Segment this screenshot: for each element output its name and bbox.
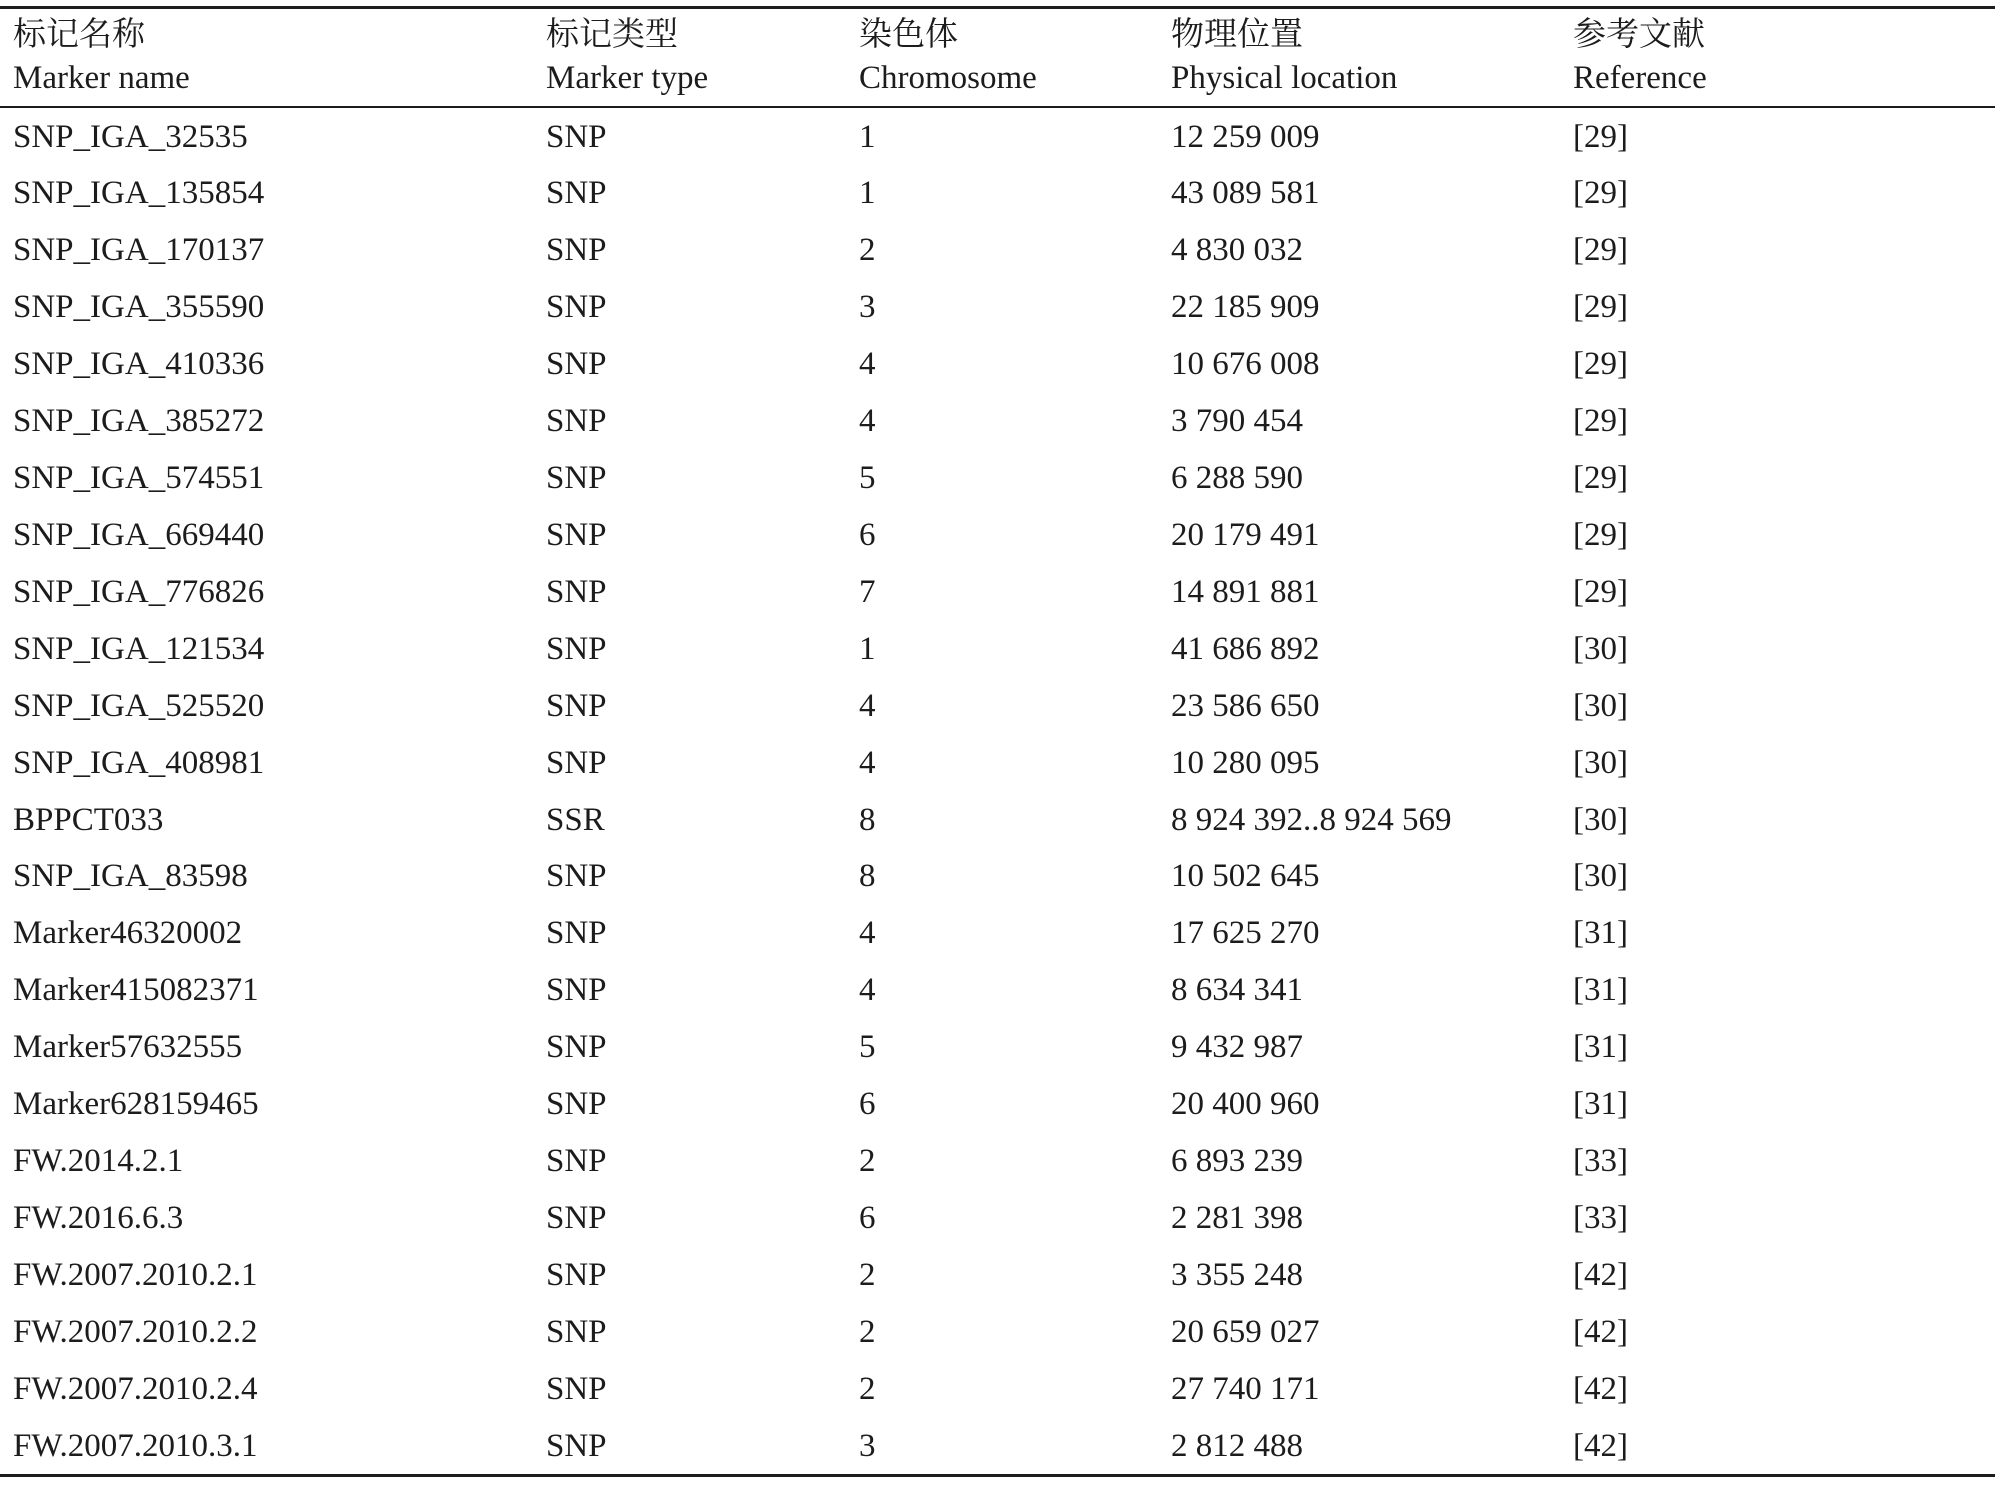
physical-location-cell: 9 432 987: [1171, 1029, 1303, 1066]
reference-cell: [29]: [1573, 175, 1628, 212]
chromosome-cell: 2: [859, 1313, 876, 1350]
marker-name-cell: Marker46320002: [13, 915, 243, 952]
table-top-rule: [0, 6, 1995, 9]
reference-cell: [31]: [1573, 1086, 1628, 1123]
chromosome-cell: 4: [859, 744, 876, 781]
header-label-zh: 标记类型: [546, 17, 678, 53]
physical-location-cell: 3 790 454: [1171, 403, 1303, 440]
chromosome-cell: 4: [859, 687, 876, 724]
table-body: [13, 109, 1995, 1475]
marker-type-cell: SSR: [546, 801, 605, 838]
physical-location-cell: 8 634 341: [1171, 972, 1303, 1009]
header-label-zh: 标记名称: [13, 17, 145, 53]
table-row: [13, 1247, 1995, 1304]
header-label-en: Marker name: [13, 60, 190, 97]
chromosome-cell: 3: [859, 1427, 876, 1464]
table-row: [13, 564, 1995, 621]
table-row: [13, 735, 1995, 792]
physical-location-cell: 23 586 650: [1171, 687, 1320, 724]
physical-location-cell: 17 625 270: [1171, 915, 1320, 952]
marker-name-cell: FW.2007.2010.2.2: [13, 1313, 258, 1350]
table-row: [13, 165, 1995, 222]
marker-type-cell: SNP: [546, 573, 607, 610]
chromosome-cell: 4: [859, 346, 876, 383]
chromosome-cell: 4: [859, 972, 876, 1009]
reference-cell: [30]: [1573, 687, 1628, 724]
table-row: [13, 905, 1995, 962]
marker-name-cell: SNP_IGA_83598: [13, 858, 248, 895]
header-label-zh: 染色体: [859, 17, 958, 53]
header-label-en: Reference: [1573, 60, 1707, 97]
chromosome-cell: 1: [859, 175, 876, 212]
marker-type-cell: SNP: [546, 1200, 607, 1237]
marker-name-cell: FW.2014.2.1: [13, 1143, 184, 1180]
marker-type-cell: SNP: [546, 1086, 607, 1123]
physical-location-cell: 20 179 491: [1171, 516, 1320, 553]
table-row: [13, 848, 1995, 905]
reference-cell: [29]: [1573, 289, 1628, 326]
marker-name-cell: SNP_IGA_408981: [13, 744, 265, 781]
reference-cell: [33]: [1573, 1200, 1628, 1237]
chromosome-cell: 8: [859, 801, 876, 838]
physical-location-cell: 14 891 881: [1171, 573, 1320, 610]
reference-cell: [29]: [1573, 516, 1628, 553]
marker-type-cell: SNP: [546, 1370, 607, 1407]
physical-location-cell: 10 280 095: [1171, 744, 1320, 781]
chromosome-cell: 6: [859, 1200, 876, 1237]
marker-type-cell: SNP: [546, 118, 607, 155]
chromosome-cell: 6: [859, 516, 876, 553]
chromosome-cell: 1: [859, 118, 876, 155]
marker-type-cell: SNP: [546, 687, 607, 724]
physical-location-cell: 6 288 590: [1171, 460, 1303, 497]
table-row: [13, 109, 1995, 166]
marker-type-cell: SNP: [546, 289, 607, 326]
physical-location-cell: 20 400 960: [1171, 1086, 1320, 1123]
chromosome-cell: 5: [859, 460, 876, 497]
chromosome-cell: 6: [859, 1086, 876, 1123]
chromosome-cell: 1: [859, 630, 876, 667]
marker-name-cell: SNP_IGA_525520: [13, 687, 265, 724]
chromosome-cell: 2: [859, 1370, 876, 1407]
marker-type-cell: SNP: [546, 1029, 607, 1066]
physical-location-cell: 3 355 248: [1171, 1256, 1303, 1293]
marker-name-cell: Marker57632555: [13, 1029, 243, 1066]
table-row: [13, 450, 1995, 507]
table-row: [13, 1133, 1995, 1190]
chromosome-cell: 2: [859, 232, 876, 269]
chromosome-cell: 8: [859, 858, 876, 895]
marker-type-cell: SNP: [546, 232, 607, 269]
chromosome-cell: 2: [859, 1143, 876, 1180]
marker-name-cell: FW.2007.2010.3.1: [13, 1427, 258, 1464]
marker-name-cell: SNP_IGA_385272: [13, 403, 265, 440]
table-header-rule: [0, 106, 1995, 108]
marker-name-cell: SNP_IGA_32535: [13, 118, 248, 155]
marker-name-cell: SNP_IGA_410336: [13, 346, 265, 383]
physical-location-cell: 2 812 488: [1171, 1427, 1303, 1464]
marker-name-cell: SNP_IGA_121534: [13, 630, 265, 667]
physical-location-cell: 10 676 008: [1171, 346, 1320, 383]
table-row: [13, 962, 1995, 1019]
reference-cell: [42]: [1573, 1427, 1628, 1464]
physical-location-cell: 22 185 909: [1171, 289, 1320, 326]
table-bottom-rule: [0, 1474, 1995, 1477]
physical-location-cell: 4 830 032: [1171, 232, 1303, 269]
table-row: [13, 336, 1995, 393]
marker-type-cell: SNP: [546, 1427, 607, 1464]
table-row: [13, 1304, 1995, 1361]
table-row: [13, 507, 1995, 564]
reference-cell: [42]: [1573, 1370, 1628, 1407]
reference-cell: [33]: [1573, 1143, 1628, 1180]
marker-type-cell: SNP: [546, 346, 607, 383]
marker-type-cell: SNP: [546, 972, 607, 1009]
reference-cell: [30]: [1573, 858, 1628, 895]
chromosome-cell: 2: [859, 1256, 876, 1293]
marker-name-cell: FW.2007.2010.2.4: [13, 1370, 258, 1407]
marker-name-cell: SNP_IGA_669440: [13, 516, 265, 553]
marker-name-cell: Marker415082371: [13, 972, 259, 1009]
reference-cell: [31]: [1573, 915, 1628, 952]
marker-name-cell: SNP_IGA_574551: [13, 460, 265, 497]
marker-name-cell: SNP_IGA_170137: [13, 232, 265, 269]
physical-location-cell: 10 502 645: [1171, 858, 1320, 895]
marker-name-cell: Marker628159465: [13, 1086, 259, 1123]
marker-name-cell: BPPCT033: [13, 801, 164, 838]
table-row: [13, 1076, 1995, 1133]
physical-location-cell: 43 089 581: [1171, 175, 1320, 212]
reference-cell: [29]: [1573, 460, 1628, 497]
marker-type-cell: SNP: [546, 403, 607, 440]
marker-type-cell: SNP: [546, 1256, 607, 1293]
column-header-marker-name: [13, 14, 546, 101]
physical-location-cell: 20 659 027: [1171, 1313, 1320, 1350]
physical-location-cell: 41 686 892: [1171, 630, 1320, 667]
table-row: [13, 1418, 1995, 1475]
table-row: [13, 792, 1995, 849]
reference-cell: [29]: [1573, 403, 1628, 440]
column-header-chromosome: [859, 14, 1171, 101]
physical-location-cell: 6 893 239: [1171, 1143, 1303, 1180]
reference-cell: [30]: [1573, 630, 1628, 667]
marker-type-cell: SNP: [546, 744, 607, 781]
marker-type-cell: SNP: [546, 460, 607, 497]
marker-name-cell: SNP_IGA_135854: [13, 175, 265, 212]
table-row: [13, 1190, 1995, 1247]
marker-type-cell: SNP: [546, 516, 607, 553]
header-label-en: Chromosome: [859, 60, 1037, 97]
physical-location-cell: 12 259 009: [1171, 118, 1320, 155]
header-label-zh: 参考文献: [1573, 17, 1705, 53]
header-label-en: Marker type: [546, 60, 709, 97]
reference-cell: [31]: [1573, 972, 1628, 1009]
physical-location-cell: 8 924 392..8 924 569: [1171, 801, 1452, 838]
marker-type-cell: SNP: [546, 858, 607, 895]
reference-cell: [42]: [1573, 1313, 1628, 1350]
reference-cell: [31]: [1573, 1029, 1628, 1066]
table-row: [13, 222, 1995, 279]
table-row: [13, 1019, 1995, 1076]
marker-type-cell: SNP: [546, 175, 607, 212]
table-row: [13, 678, 1995, 735]
marker-type-cell: SNP: [546, 1313, 607, 1350]
reference-cell: [30]: [1573, 744, 1628, 781]
reference-cell: [30]: [1573, 801, 1628, 838]
physical-location-cell: 2 281 398: [1171, 1200, 1303, 1237]
marker-name-cell: FW.2016.6.3: [13, 1200, 184, 1237]
marker-type-cell: SNP: [546, 1143, 607, 1180]
table-row: [13, 279, 1995, 336]
table-row: [13, 1361, 1995, 1418]
reference-cell: [29]: [1573, 232, 1628, 269]
reference-cell: [42]: [1573, 1256, 1628, 1293]
column-header-physical-location: [1171, 14, 1573, 101]
table-row: [13, 393, 1995, 450]
chromosome-cell: 7: [859, 573, 876, 610]
column-header-reference: [1573, 14, 1995, 101]
table-row: [13, 621, 1995, 678]
chromosome-cell: 5: [859, 1029, 876, 1066]
marker-name-cell: FW.2007.2010.2.1: [13, 1256, 258, 1293]
reference-cell: [29]: [1573, 118, 1628, 155]
marker-type-cell: SNP: [546, 915, 607, 952]
header-label-en: Physical location: [1171, 60, 1398, 97]
table-header: [13, 14, 1995, 101]
chromosome-cell: 3: [859, 289, 876, 326]
reference-cell: [29]: [1573, 346, 1628, 383]
column-header-marker-type: [546, 14, 859, 101]
chromosome-cell: 4: [859, 915, 876, 952]
marker-type-cell: SNP: [546, 630, 607, 667]
physical-location-cell: 27 740 171: [1171, 1370, 1320, 1407]
marker-name-cell: SNP_IGA_355590: [13, 289, 265, 326]
chromosome-cell: 4: [859, 403, 876, 440]
reference-cell: [29]: [1573, 573, 1628, 610]
header-label-zh: 物理位置: [1171, 17, 1303, 53]
marker-name-cell: SNP_IGA_776826: [13, 573, 265, 610]
